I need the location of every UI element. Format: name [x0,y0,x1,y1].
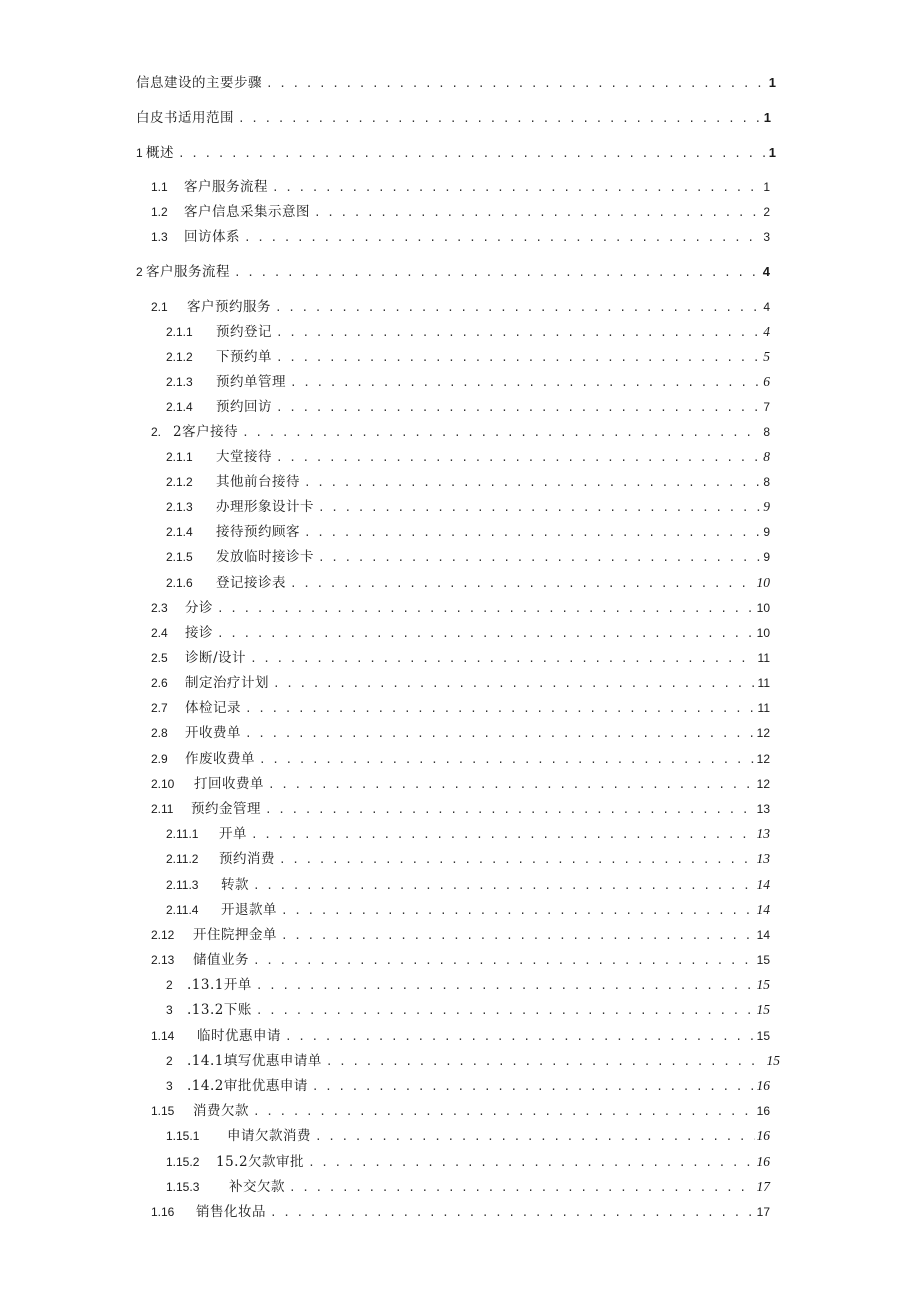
toc-entry[interactable] [151,1026,770,1046]
toc-entry-number: 3 [166,1003,173,1017]
toc-entry-title: .14.2审批优惠申请 [187,1078,308,1094]
toc-entry-title: 制定治疗计划 [185,675,269,691]
toc-entry[interactable] [166,472,770,492]
toc-entry-number: 2.1.3 [166,375,193,389]
toc-entry[interactable] [151,202,770,222]
toc-entry-title: 客户服务流程 [184,179,268,195]
toc-entry-page: 1 [768,145,776,160]
toc-entry-title: 补交欠款 [229,1179,285,1195]
toc-entry-number: 2.12 [151,928,175,942]
toc-entry-title: 开住院押金单 [193,927,277,943]
dot-leader [318,548,760,568]
toc-entry-title: 预约回访 [216,399,272,415]
toc-entry-number: 1.15.1 [166,1129,200,1143]
toc-entry-number: 2.1 [151,300,168,314]
dot-leader [272,178,760,198]
toc-entry-page: 5 [763,349,770,364]
toc-entry-number: 1.1 [151,180,168,194]
toc-entry-page: 12 [756,752,770,766]
toc-entry-page: 15 [756,953,770,967]
toc-entry-number: 2.4 [151,626,168,640]
toc-entry[interactable] [166,849,770,869]
toc-entry-title: 预约单管理 [216,374,286,390]
toc-entry-page: 8 [763,449,770,464]
toc-entry-number: 1.15 [151,1104,175,1118]
dot-leader [308,1153,754,1173]
dot-leader [245,699,756,719]
toc-entry-number: 2.1.1 [166,450,193,464]
toc-entry-page: 8 [763,425,770,439]
toc-entry-page: 3 [763,230,770,244]
dot-leader [265,800,755,820]
toc-entry-page: 2 [763,205,770,219]
dot-leader [253,1102,755,1122]
toc-entry-title: 消费欠款 [193,1103,249,1119]
toc-entry-number: 2.1.2 [166,475,193,489]
toc-entry-page: 14 [756,877,770,892]
toc-entry-number: 2. [151,425,162,439]
toc-entry-number: 2 [136,265,143,279]
toc-entry-number: 2.11.2 [166,852,199,866]
toc-entry[interactable] [151,774,770,794]
dot-leader [245,724,755,744]
dot-leader [238,109,761,129]
toc-entry-title: 信息建设的主要步骤 [136,75,262,91]
dot-leader [242,423,760,443]
dot-leader [290,574,755,594]
toc-entry-title: 其他前台接待 [216,474,300,490]
dot-leader [256,1001,755,1021]
toc-entry-number: 1.3 [151,230,168,244]
toc-entry-number: 1.16 [151,1205,175,1219]
toc-entry[interactable] [151,1202,770,1222]
dot-leader [285,1027,755,1047]
toc-entry-page: 15 [756,1029,770,1043]
toc-entry[interactable] [136,108,771,128]
dot-leader [270,1203,755,1223]
toc-entry-page: 11 [757,701,770,715]
toc-entry-number: 2.1.6 [166,576,193,590]
toc-entry-title: 临时优惠申请 [197,1028,281,1044]
toc-entry-title: 接诊 [185,625,213,641]
toc-entry[interactable] [166,1177,770,1197]
toc-entry-page: 8 [763,475,770,489]
toc-entry[interactable] [166,547,770,567]
toc-entry-number: 2.1.1 [166,325,193,339]
toc-entry-page: 13 [756,826,770,841]
toc-entry[interactable] [151,673,770,693]
toc-entry[interactable] [151,177,770,197]
toc-entry-page: 14 [756,928,770,942]
toc-entry-page: 11 [757,651,770,665]
dot-leader [256,976,755,996]
toc-entry-number: 2 [166,978,173,992]
toc-entry-title: .13.2下账 [187,1002,252,1018]
toc-entry-title: 下预约单 [216,349,272,365]
toc-entry-page: 1 [768,75,776,90]
toc-entry[interactable] [166,1000,770,1020]
toc-entry[interactable] [151,749,770,769]
toc-entry-title: 预约登记 [216,324,272,340]
toc-entry-number: 3 [166,1079,173,1093]
toc-entry[interactable] [166,397,770,417]
toc-entry-page: 16 [756,1078,770,1093]
toc-entry-page: 16 [756,1154,770,1169]
toc-entry-title: 诊断/设计 [185,650,247,666]
toc-entry[interactable] [166,1152,770,1172]
toc-entry[interactable] [166,522,770,542]
dot-leader [217,624,755,644]
toc-entry-page: 11 [757,676,770,690]
toc-entry[interactable] [151,799,770,819]
toc-entry-number: 1.15.2 [166,1155,200,1169]
toc-entry-number: 1.2 [151,205,168,219]
dot-leader [253,876,755,896]
toc-entry-title: 回访体系 [184,229,240,245]
toc-entry-page: 6 [763,374,770,389]
toc-entry-number: 2.9 [151,752,168,766]
toc-entry[interactable] [136,143,776,163]
toc-entry-page: 7 [763,400,770,414]
toc-entry[interactable] [166,1076,770,1096]
toc-entry-page: 17 [756,1205,770,1219]
toc-entry[interactable] [166,447,770,467]
dot-leader [234,263,760,283]
dot-leader [326,1052,765,1072]
toc-entry-number: 2.1.2 [166,350,193,364]
toc-entry-page: 14 [756,902,770,917]
dot-leader [273,674,756,694]
dot-leader [276,348,760,368]
dot-leader [312,1077,755,1097]
toc-entry-number: 2.1.3 [166,500,193,514]
toc-entry-page: 10 [756,626,770,640]
toc-entry-page: 9 [763,550,770,564]
dot-leader [268,775,755,795]
toc-entry-title: 客户服务流程 [146,264,230,280]
dot-leader [315,1127,755,1147]
toc-entry-number: 2.5 [151,651,168,665]
toc-entry[interactable] [151,1101,770,1121]
toc-entry[interactable] [136,262,770,282]
toc-entry-number: 2.11 [151,802,174,816]
toc-entry-page: 15 [756,977,770,992]
toc-entry-number: 1 [136,146,143,160]
toc-entry[interactable] [151,227,770,247]
toc-entry[interactable] [151,648,770,668]
dot-leader [244,228,760,248]
toc-entry[interactable] [151,623,770,643]
toc-entry-page: 4 [763,324,770,339]
toc-entry-page: 13 [756,802,770,816]
toc-entry-page: 16 [756,1128,770,1143]
toc-entry-page: 16 [756,1104,770,1118]
toc-entry[interactable] [151,598,770,618]
toc-entry-page: 1 [763,110,771,125]
toc-entry[interactable] [151,950,770,970]
dot-leader [251,825,755,845]
toc-entry[interactable] [151,723,770,743]
toc-entry[interactable] [166,1051,780,1071]
toc-entry-page: 15 [766,1053,780,1068]
dot-leader [276,398,760,418]
toc-entry-title: 预约消费 [219,851,275,867]
toc-entry-number: 2.11.4 [166,903,199,917]
toc-entry[interactable] [166,824,770,844]
toc-entry[interactable] [151,925,770,945]
toc-entry-title: 白皮书适用范围 [136,110,234,126]
toc-entry-number: 1.14 [151,1029,175,1043]
toc-entry-title: .13.1开单 [187,977,252,993]
dot-leader [217,599,755,619]
toc-entry-title: 开收费单 [185,725,241,741]
toc-entry[interactable] [151,297,770,317]
toc-entry-title: 打回收费单 [194,776,264,792]
dot-leader [304,473,760,493]
toc-entry[interactable] [151,698,770,718]
toc-entry[interactable] [166,322,770,342]
dot-leader [318,498,760,518]
toc-entry-number: 2.8 [151,726,168,740]
dot-leader [281,901,755,921]
toc-entry-title: 登记接诊表 [216,575,286,591]
toc-entry-page: 1 [763,180,770,194]
toc-entry-title: 2客户接待 [173,424,239,440]
toc-entry-title: 客户信息采集示意图 [184,204,310,220]
toc-entry-number: 2.11.3 [166,878,199,892]
toc-entry[interactable] [166,1126,770,1146]
toc-entry[interactable] [166,497,770,517]
toc-entry-page: 9 [763,525,770,539]
toc-entry-title: 15.2欠款审批 [216,1154,305,1170]
toc-entry-title: .14.1填写优惠申请单 [187,1053,322,1069]
toc-entry-page: 4 [762,264,770,279]
dot-leader [290,373,760,393]
toc-entry-page: 12 [756,777,770,791]
toc-entry-title: 作废收费单 [185,751,255,767]
toc-entry-number: 2.3 [151,601,168,615]
toc-entry-page: 15 [756,1002,770,1017]
toc-entry-title: 概述 [146,145,174,161]
toc-entry[interactable] [151,422,770,442]
toc-entry-title: 开退款单 [221,902,277,918]
toc-entry-number: 2.6 [151,676,168,690]
toc-entry-title: 开单 [219,826,247,842]
toc-entry[interactable] [166,900,770,920]
toc-entry-page: 10 [756,575,770,590]
toc-entry-title: 大堂接待 [216,449,272,465]
toc-entry-page: 17 [756,1179,770,1194]
dot-leader [178,144,766,164]
toc-entry[interactable] [166,975,770,995]
toc-entry-page: 9 [763,499,770,514]
dot-leader [250,649,755,669]
toc-entry-title: 分诊 [185,600,213,616]
toc-entry-page: 10 [756,601,770,615]
toc-entry-title: 转款 [221,877,249,893]
toc-entry-number: 2 [166,1054,173,1068]
dot-leader [276,323,760,343]
dot-leader [279,850,755,870]
toc-entry-number: 2.7 [151,701,168,715]
toc-entry-title: 办理形象设计卡 [216,499,314,515]
toc-entry-title: 接待预约顾客 [216,524,300,540]
toc-entry[interactable] [166,347,770,367]
toc-entry[interactable] [136,73,776,93]
toc-entry-number: 2.1.4 [166,525,193,539]
toc-entry-title: 客户预约服务 [187,299,271,315]
toc-entry-page: 12 [756,726,770,740]
toc-entry-page: 4 [763,300,770,314]
toc-entry-title: 销售化妆品 [196,1204,266,1220]
toc-entry-title: 发放临时接诊卡 [216,549,314,565]
toc-entry-page: 13 [756,851,770,866]
toc-entry[interactable] [166,875,770,895]
dot-leader [289,1178,755,1198]
toc-entry-title: 储值业务 [193,952,249,968]
dot-leader [304,523,760,543]
dot-leader [281,926,755,946]
toc-entry-number: 2.11.1 [166,827,199,841]
dot-leader [275,298,760,318]
dot-leader [266,74,766,94]
dot-leader [259,750,755,770]
toc-entry[interactable] [166,573,770,593]
toc-entry[interactable] [166,372,770,392]
toc-entry-number: 2.1.4 [166,400,193,414]
toc-entry-title: 预约金管理 [191,801,261,817]
toc-entry-number: 2.13 [151,953,175,967]
dot-leader [253,951,755,971]
toc-entry-title: 申请欠款消费 [227,1128,311,1144]
toc-entry-title: 体检记录 [185,700,241,716]
dot-leader [276,448,760,468]
dot-leader [314,203,760,223]
toc-entry-number: 1.15.3 [166,1180,200,1194]
toc-entry-number: 2.1.5 [166,550,193,564]
toc-entry-number: 2.10 [151,777,175,791]
